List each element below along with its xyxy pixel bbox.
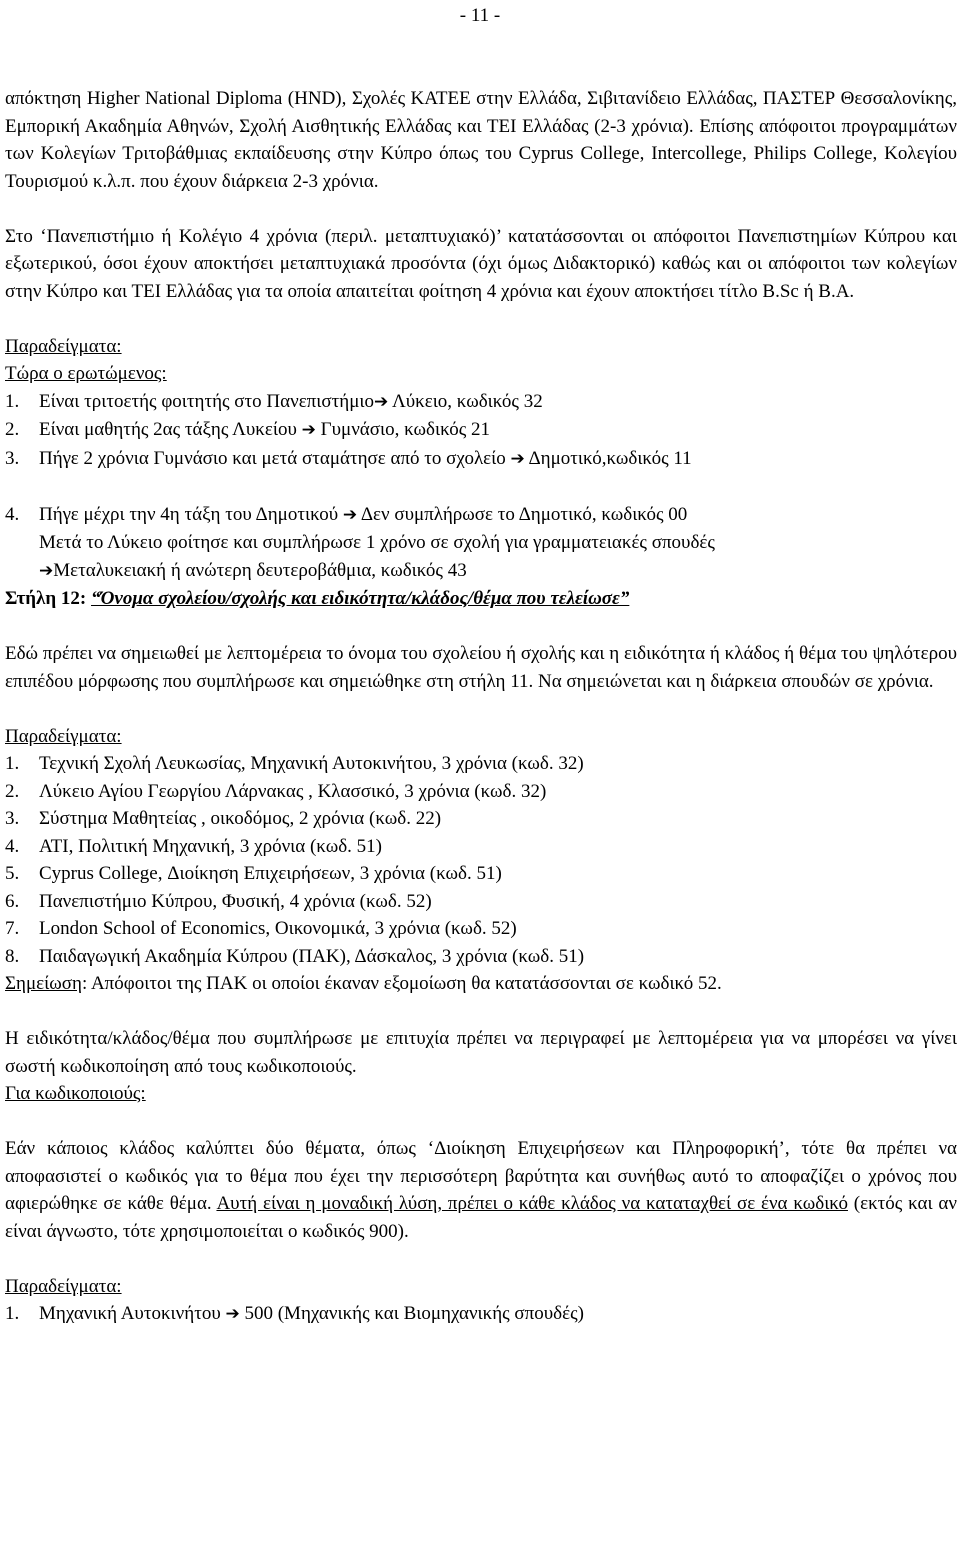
examples-heading: Παραδείγματα:	[5, 725, 122, 747]
right-arrow-icon: ➔	[39, 560, 54, 581]
item-number: 2.	[5, 419, 20, 440]
item-number: 2.	[5, 780, 20, 802]
column-12-title	[5, 585, 957, 613]
item-number: 4.	[5, 835, 20, 857]
item-number: 4.	[5, 503, 20, 525]
item-result: 500 (Μηχανικής και Βιομηχανικής σπουδές)	[244, 1303, 584, 1324]
item-text: Είναι τριτοετής φοιτητής στο Πανεπιστήμιο	[39, 390, 374, 412]
column-12-heading: “Όνομα σχολείου/σχολής και ειδικότητα/κλάδος/θέμα που τελείωσε”	[91, 588, 630, 609]
item-text: Λύκειο Αγίου Γεωργίου Λάρνακας , Κλασσικό, 3 χρόνια (κωδ. 32)	[39, 780, 547, 802]
example-item	[5, 778, 957, 806]
column-12-instructions: Εδώ πρέπει να σημειωθεί με λεπτομέρεια το όνομα του σχολείου ή σχολής και η ειδικότητα ή κλάδος ή θέμα του ψηλότερου επιπέδου μόρφωσης που συμπλήρωσε και σημειώθηκε στη στήλη 11. Να σημειώνεται και η διάρκεια σπουδών σε χρόνια.	[5, 643, 957, 692]
example-item	[5, 860, 957, 888]
right-arrow-icon: ➔	[225, 1304, 240, 1324]
item-text: Πήγε μέχρι την 4η τάξη του Δημοτικού	[39, 503, 339, 525]
document-body	[5, 85, 957, 1329]
item-text: Cyprus College, Διοίκηση Επιχειρήσεων, 3 χρόνια (κωδ. 51)	[39, 863, 502, 884]
note-label: Σημείωση	[5, 973, 82, 994]
item-number: 1.	[5, 753, 20, 774]
item-text: Σύστημα Μαθητείας , οικοδόμος, 2 χρόνια (κωδ. 22)	[39, 808, 442, 829]
note	[5, 970, 957, 998]
examples-block-2	[5, 723, 957, 971]
right-arrow-icon: ➔	[342, 504, 358, 525]
coders-text-emphasis: Αυτή είναι η μοναδική λύση, πρέπει ο κάθε κλάδος να καταταχθεί σε ένα κωδικό	[216, 1193, 848, 1214]
item-result: Μεταλυκειακή ή ανώτερη δευτεροβάθμια, κωδικός 43	[53, 559, 467, 581]
example-item	[5, 943, 957, 971]
examples-heading: Παραδείγματα:	[5, 1275, 122, 1297]
example-item	[5, 445, 957, 474]
coders-instructions	[5, 1135, 957, 1245]
item-text: Πανεπιστήμιο Κύπρου, Φυσική, 4 χρόνια (κωδ. 52)	[39, 890, 432, 912]
item-number: 3.	[5, 447, 20, 469]
item-number	[5, 529, 39, 557]
item-number: 7.	[5, 918, 20, 939]
coders-text: Εάν κάποιος κλάδος καλύπτει δύο θέματα, όπως ‘Διοίκηση Επιχειρήσεων και Πληροφορική’, τότε θα πρέπει να αποφασιστεί ο κωδικός για το θέμα που έχει την περισσότερη βαρύτητα και συνήθως αυτό το αποφαζίζει ο χρόνος που αφιερώθηκε σε κάθε θέμα.	[5, 1138, 957, 1214]
note-text: : Απόφοιτοι της ΠΑΚ οι οποίοι έκαναν εξομοίωση θα κατατάσσονται σε κωδικό 52.	[81, 973, 722, 994]
example-item	[5, 750, 957, 778]
right-arrow-icon: ➔	[301, 420, 316, 440]
item-result: Δεν συμπλήρωσε το Δημοτικό, κωδικός 00	[360, 503, 688, 525]
examples-heading: Παραδείγματα:	[5, 335, 122, 357]
paragraph-university-4-years: Στο ‘Πανεπιστήμιο ή Κολέγιο 4 χρόνια (περιλ. μεταπτυχιακό)’ κατατάσσονται οι απόφοιτοι Πανεπιστημίων Κύπρου και εξωτερικού, όσοι έχουν αποκτήσει μεταπτυχιακά προσόντα (όχι όμως Διδακτορικό) καθώς και οι απόφοιτοι των κολεγίων στην Κύπρο και ΤΕΙ Ελλάδας για τα οποία απαιτείται φοίτηση 4 χρόνια και έχουν αποκτήσει τίτλο B.Sc ή B.A.	[5, 225, 957, 302]
page-number: - 11 -	[459, 5, 501, 26]
example-item	[5, 388, 957, 417]
example-item	[5, 915, 957, 943]
item-number: 5.	[5, 863, 20, 884]
item-number: 6.	[5, 890, 20, 912]
item-text: Πήγε 2 χρόνια Γυμνάσιο και μετά σταμάτησε από το σχολείο	[39, 447, 506, 469]
example-item	[5, 888, 957, 916]
item-result: Λύκειο, κωδικός 32	[391, 390, 543, 412]
item-text: ΑΤΙ, Πολιτική Μηχανική, 3 χρόνια (κωδ. 51)	[39, 835, 382, 857]
example-item	[5, 529, 957, 557]
example-item	[5, 833, 957, 861]
examples-block-1	[5, 333, 957, 586]
coders-text-end: (εκτός και αν είναι άγνωστο, τότε χρησιμοποιείται ο κωδικός 900).	[5, 1193, 957, 1242]
item-text: Είναι μαθητής 2ας τάξης Λυκείου	[39, 419, 297, 440]
example-item	[5, 805, 957, 833]
item-text: Παιδαγωγική Ακαδημία Κύπρου (ΠΑΚ), Δάσκαλος, 3 χρόνια (κωδ. 51)	[39, 945, 585, 967]
item-result: Γυμνάσιο, κωδικός 21	[320, 419, 490, 440]
example-item	[5, 416, 957, 445]
right-arrow-icon: ➔	[374, 391, 389, 412]
item-number: 1.	[5, 390, 20, 412]
column-12-label: Στήλη 12:	[5, 588, 87, 609]
right-arrow-icon: ➔	[510, 448, 525, 469]
coders-heading: Για κωδικοποιούς:	[5, 1083, 146, 1104]
paragraph-specialty-description: Η ειδικότητα/κλάδος/θέμα που συμπλήρωσε με επιτυχία πρέπει να περιγραφεί με λεπτομέρεια για να μπορέσει να γίνει σωστή κωδικοποίηση από τους κωδικοποιούς.	[5, 1028, 957, 1077]
example-item	[5, 1300, 957, 1329]
example-item	[5, 501, 957, 530]
item-text: London School of Economics, Οικονομικά, 3 χρόνια (κωδ. 52)	[39, 918, 517, 939]
item-number: 3.	[5, 808, 20, 829]
item-text: Μετά το Λύκειο φοίτησε και συμπλήρωσε 1 χρόνο σε σχολή για γραμματειακές σπουδές	[39, 532, 715, 553]
item-number: 1.	[5, 1303, 20, 1324]
respondent-subheading: Τώρα ο ερωτώμενος:	[5, 363, 167, 384]
item-number: 8.	[5, 945, 20, 967]
item-text: Μηχανική Αυτοκινήτου	[39, 1303, 221, 1324]
example-item-continuation	[5, 557, 957, 586]
examples-block-3	[5, 1273, 957, 1329]
item-result: Δημοτικό,κωδικός 11	[528, 447, 692, 469]
paragraph-hnd-diplomas: απόκτηση Higher National Diploma (HND), Σχολές ΚΑΤΕΕ στην Ελλάδα, Σιβιτανίδειο Ελλάδας, ΠΑΣΤΕΡ Θεσσαλονίκης, Εμπορική Ακαδημία Αθηνών, Σχολή Αισθητικής Ελλάδας και ΤΕΙ Ελλάδας (2-3 χρόνια). Επίσης απόφοιτοι προγραμμάτων των Κολεγίων Τριτοβάθμιας εκπαίδευσης στην Κύπρο όπως του Cyprus College, Intercollege, Philips College, Κολεγίου Τουρισμού κ.λ.π. που έχουν διάρκεια 2-3 χρόνια.	[5, 88, 957, 192]
item-text: Τεχνική Σχολή Λευκωσίας, Μηχανική Αυτοκινήτου, 3 χρόνια (κωδ. 32)	[39, 753, 584, 774]
